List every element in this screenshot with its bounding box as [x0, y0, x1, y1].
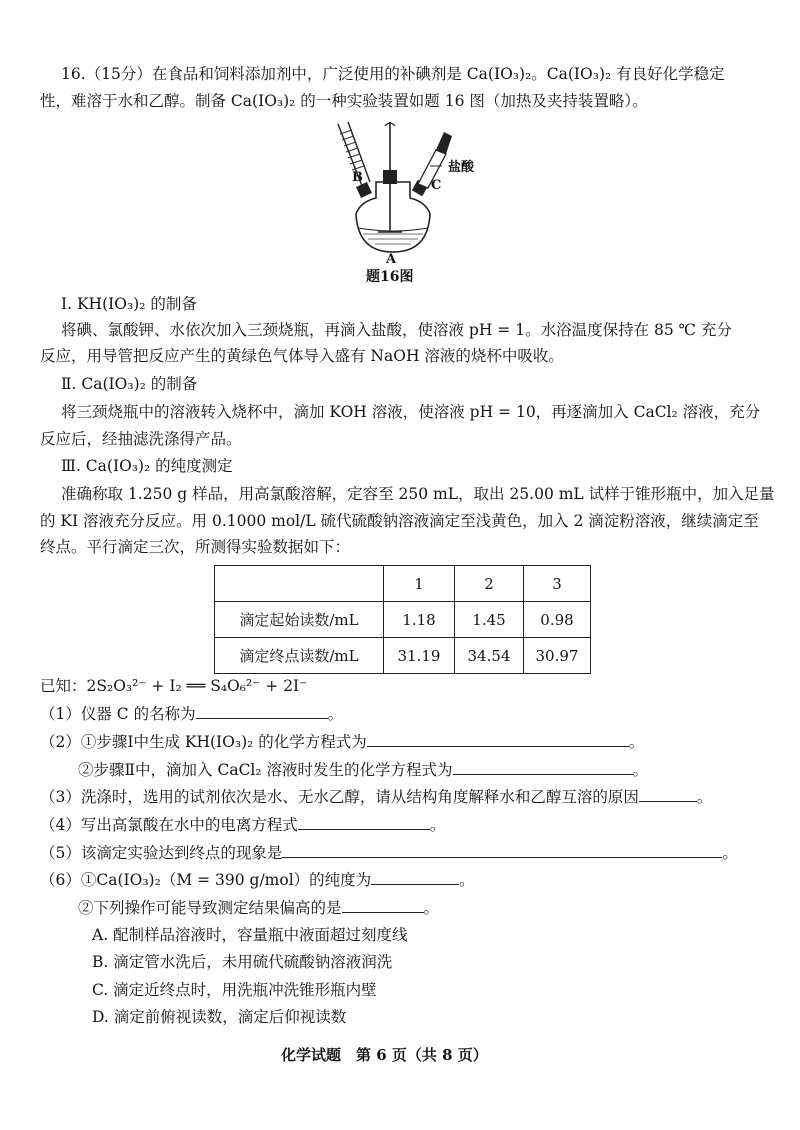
answer-blank-4[interactable] [298, 814, 430, 830]
titration-data-table [214, 565, 591, 674]
intro-line-1: 16.（15分）在食品和饲料添加剂中，广泛使用的补碘剂是 Ca(IO₃)₂。Ca(IO₃)₂ 有良好化学稳定 [61, 65, 725, 83]
table-header-cell: 3 [524, 566, 591, 602]
section-3-line-2: 的 KI 溶液充分反应。用 0.1000 mol/L 硫代硫酸钠溶液滴定至浅黄色，加入 2 滴淀粉溶液，继续滴定至 [40, 512, 759, 530]
label-hcl: 盐酸 [448, 160, 475, 175]
question-6b [78, 897, 439, 918]
period: 。 [696, 788, 713, 806]
label-b: B [352, 170, 363, 185]
table-cell: 1.18 [384, 602, 455, 638]
question-5 [40, 842, 738, 863]
page-footer: 化学试题 第 6 页（共 8 页） [281, 1046, 488, 1064]
question-6a [40, 869, 475, 890]
period: 。 [459, 871, 475, 889]
section-1-title: Ⅰ. KH(IO₃)₂ 的制备 [61, 295, 197, 313]
table-header-cell [215, 566, 384, 602]
answer-blank-1[interactable] [196, 703, 328, 719]
table-cell: 31.19 [384, 638, 455, 674]
table-cell: 1.45 [455, 602, 524, 638]
table-header-cell: 1 [384, 566, 455, 602]
known-equation: 已知：2S₂O₃²⁻ + I₂ ══ S₄O₆²⁻ + 2I⁻ [40, 677, 308, 695]
section-2-title: Ⅱ. Ca(IO₃)₂ 的制备 [61, 375, 198, 393]
table-row [215, 638, 591, 674]
intro-line-2: 性，难溶于水和乙醇。制备 Ca(IO₃)₂ 的一种实验装置如题 16 图（加热及夹持装置略）。 [40, 92, 648, 110]
period: 。 [628, 733, 645, 751]
section-3-line-1: 准确称取 1.250 g 样品，用高氯酸溶解，定容至 250 mL，取出 25.00 mL 试样于锥形瓶中，加入足量 [61, 485, 775, 503]
question-6b-text: ②下列操作可能导致测定结果偏高的是 [78, 899, 342, 917]
table-header-row [215, 566, 591, 602]
table-header-cell: 2 [455, 566, 524, 602]
table-cell: 34.54 [455, 638, 524, 674]
period: 。 [429, 816, 446, 834]
question-4 [40, 814, 445, 835]
section-3-line-3: 终点。平行滴定三次，所测得实验数据如下： [40, 538, 351, 556]
apparatus-figure [318, 120, 468, 262]
question-1-text: （1）仪器 C 的名称为 [40, 705, 196, 723]
section-2-line-2: 反应后，经抽滤洗涤得产品。 [40, 430, 242, 448]
table-cell: 30.97 [524, 638, 591, 674]
figure-caption: 题16图 [366, 269, 414, 285]
question-4-text: （4）写出高氯酸在水中的电离方程式 [40, 816, 298, 834]
table-row [215, 602, 591, 638]
table-cell: 0.98 [524, 602, 591, 638]
answer-blank-2b[interactable] [453, 759, 633, 775]
question-2a-text: （2）①步骤Ⅰ中生成 KH(IO₃)₂ 的化学方程式为 [40, 733, 367, 751]
answer-blank-5[interactable] [282, 842, 722, 858]
section-1-line-1: 将碘、氯酸钾、水依次加入三颈烧瓶，再滴入盐酸，使溶液 pH = 1。水浴温度保持在 85 ℃ 充分 [61, 321, 732, 339]
question-2b [78, 759, 648, 780]
option-d: D. 滴定前俯视读数，滴定后仰视读数 [92, 1008, 347, 1026]
period: 。 [722, 844, 738, 862]
section-1-line-2: 反应，用导管把反应产生的黄绿色气体导入盛有 NaOH 溶液的烧杯中吸收。 [40, 347, 564, 365]
section-3-title: Ⅲ. Ca(IO₃)₂ 的纯度测定 [61, 457, 233, 475]
question-1 [40, 703, 343, 724]
period: 。 [423, 899, 440, 917]
question-3 [40, 786, 712, 807]
answer-blank-2a[interactable] [367, 731, 629, 747]
question-5-text: （5）该滴定实验达到终点的现象是 [40, 844, 283, 862]
question-6a-text: （6）①Ca(IO₃)₂（M = 390 g/mol）的纯度为 [40, 871, 372, 889]
answer-blank-6b[interactable] [342, 897, 424, 913]
option-a: A. 配制样品溶液时，容量瓶中液面超过刻度线 [92, 926, 408, 944]
period: 。 [632, 761, 649, 779]
option-b: B. 滴定管水洗后，未用硫代硫酸钠溶液润洗 [92, 953, 393, 971]
label-a: A [386, 252, 397, 267]
label-c: C [431, 178, 442, 193]
question-2a [40, 731, 644, 752]
table-cell: 滴定终点读数/mL [215, 638, 384, 674]
option-c: C. 滴定近终点时，用洗瓶冲洗锥形瓶内壁 [92, 981, 377, 999]
answer-blank-6a[interactable] [371, 869, 459, 885]
question-2b-text: ②步骤Ⅱ中，滴加入 CaCl₂ 溶液时发生的化学方程式为 [78, 761, 453, 779]
period: 。 [327, 705, 344, 723]
answer-blank-3[interactable] [639, 786, 697, 802]
table-cell: 滴定起始读数/mL [215, 602, 384, 638]
section-2-line-1: 将三颈烧瓶中的溶液转入烧杯中，滴加 KOH 溶液，使溶液 pH = 10，再逐滴加入 CaCl₂ 溶液，充分 [61, 403, 761, 421]
question-3-text: （3）洗涤时，选用的试剂依次是水、无水乙醇，请从结构角度解释水和乙醇互溶的原因 [40, 788, 639, 806]
